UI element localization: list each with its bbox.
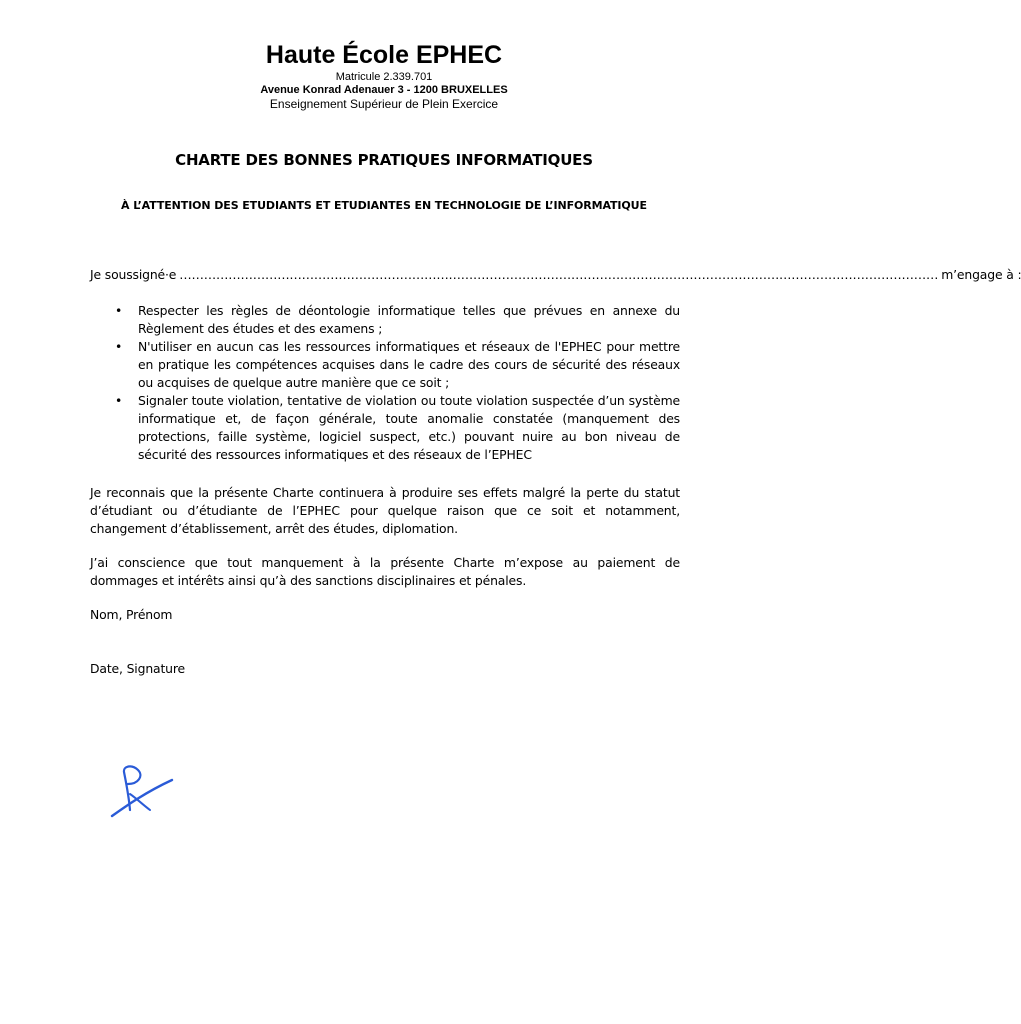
sanctions-paragraph: J’ai conscience que tout manquement à la présente Charte m’expose au paiement de dommages et intérêts ainsi qu’à des sanctions disciplinaires et pénales. bbox=[90, 555, 680, 588]
list-item-text: Respecter les règles de déontologie informatique telles que prévues en annexe du Règlement des études et des examens ; bbox=[138, 303, 680, 336]
engagement-prefix: Je soussigné·e bbox=[90, 267, 177, 282]
engagement-line bbox=[90, 266, 1021, 284]
date-signature-label: Date, Signature bbox=[90, 661, 186, 676]
education-type: Enseignement Supérieur de Plein Exercice bbox=[269, 97, 499, 111]
signature-stroke bbox=[112, 780, 172, 816]
list-item-text: N'utiliser en aucun cas les ressources informatiques et réseaux de l'EPHEC pour mettre en pratique les compétences acquises dans le cadre des cours de sécurité des réseaux ou acquises de quelque autre manière que ce soit ; bbox=[138, 339, 680, 390]
school-name: Haute École EPHEC bbox=[265, 41, 503, 69]
name-label: Nom, Prénom bbox=[90, 607, 173, 622]
list-item bbox=[90, 338, 680, 392]
commitments-list bbox=[90, 302, 680, 464]
handwritten-signature bbox=[108, 764, 178, 820]
matricule: Matricule 2.339.701 bbox=[335, 71, 433, 83]
list-item-text: Signaler toute violation, tentative de violation ou toute violation suspectée d’un système informatique et, de façon générale, toute anomalie constatée (manquement des protections, faille système, logiciel suspect, etc.) pouvant nuire au bon niveau de sécurité des ressources informatiques et des réseaux de l’EPHEC bbox=[138, 393, 680, 462]
document-title: CHARTE DES BONNES PRATIQUES INFORMATIQUES bbox=[175, 151, 593, 169]
validity-paragraph: Je reconnais que la présente Charte continuera à produire ses effets malgré la perte du statut d’étudiant ou d’étudiante de l’EPHEC pour quelque raison que ce soit et notamment, changement d’établissement, arrêt des études, diplomation. bbox=[90, 485, 680, 536]
school-address: Avenue Konrad Adenauer 3 - 1200 BRUXELLES bbox=[260, 84, 508, 96]
list-item bbox=[90, 392, 680, 464]
document-subtitle: À L’ATTENTION DES ETUDIANTS ET ETUDIANTES EN TECHNOLOGIE DE L’INFORMATIQUE bbox=[121, 199, 647, 212]
list-item bbox=[90, 302, 680, 338]
bullet-icon: • bbox=[115, 393, 123, 408]
letterhead bbox=[0, 40, 768, 111]
name-fill-dots: …………………………………………………………………………………………………………………………………………………………………… bbox=[179, 267, 939, 282]
engagement-suffix: m’engage à : bbox=[941, 267, 1021, 282]
bullet-icon: • bbox=[115, 339, 123, 354]
bullet-icon: • bbox=[115, 303, 123, 318]
